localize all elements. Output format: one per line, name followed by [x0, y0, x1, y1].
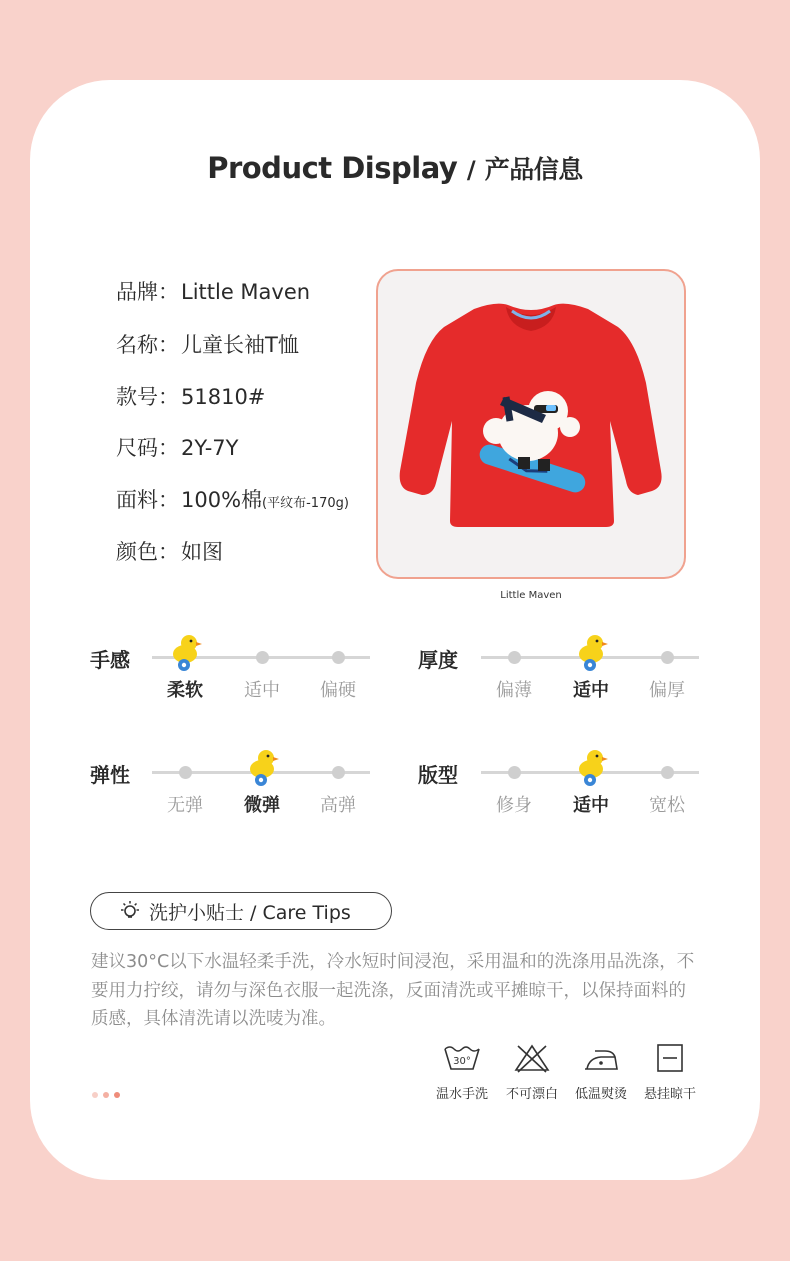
care-label-no-bleach: 不可漂白	[505, 1087, 558, 1102]
scale-option-fit-1: 适中	[573, 795, 609, 816]
scale-option-feel-2: 偏硬	[320, 680, 356, 701]
spec-name-value: 儿童长袖T恤	[181, 333, 299, 357]
no-bleach-icon	[512, 1043, 552, 1073]
spec-color-value: 如图	[181, 540, 223, 564]
spec-size-label: 尺码：	[116, 436, 179, 460]
spec-name	[116, 329, 299, 359]
spec-style-label: 款号：	[116, 385, 179, 409]
duck-marker-icon	[170, 632, 204, 672]
spec-fabric-label: 面料：	[116, 488, 179, 512]
scale-option-fit-0: 修身	[496, 795, 532, 816]
scale-dot	[508, 651, 521, 664]
spec-style-value: 51810#	[181, 385, 266, 409]
scale-option-elasticity-0: 无弹	[167, 795, 203, 816]
scale-dot	[179, 766, 192, 779]
duck-marker-icon	[247, 747, 281, 787]
duck-marker-icon	[576, 747, 610, 787]
spec-brand	[116, 276, 310, 306]
care-tips-pill	[90, 892, 392, 930]
product-photo	[376, 269, 686, 579]
scale-option-thickness-0: 偏薄	[496, 680, 532, 701]
care-tips-text: 建议30°C以下水温轻柔手洗，冷水短时间浸泡，采用温和的洗涤用品洗涤，不要用力拧绞，请勿与深色衣服一起洗涤，反面清洗或平摊晾干，以保持面料的质感，具体清洗请以洗唛为准。	[91, 952, 695, 1029]
scale-option-elasticity-2: 高弹	[320, 795, 356, 816]
spec-size	[116, 432, 238, 462]
scale-dot	[332, 651, 345, 664]
spec-fabric-value: 100%棉	[181, 488, 263, 512]
page-indicator	[92, 1092, 120, 1098]
care-icon-low-iron	[566, 1043, 636, 1102]
title-en: Product Display	[207, 151, 458, 185]
hand-wash-30-icon	[442, 1043, 482, 1073]
page-dot	[92, 1092, 98, 1098]
scale-dot	[256, 651, 269, 664]
page-dot	[114, 1092, 120, 1098]
lightbulb-icon	[119, 900, 141, 922]
scale-option-fit-2: 宽松	[649, 795, 685, 816]
care-label-low-iron: 低温熨烫	[574, 1087, 627, 1102]
scale-feel-label: 手感	[90, 648, 130, 672]
spec-style	[116, 381, 265, 411]
line-dry-icon	[650, 1043, 690, 1073]
care-icon-no-bleach	[497, 1043, 567, 1102]
scale-dot	[661, 651, 674, 664]
scale-option-feel-1: 适中	[244, 680, 280, 701]
care-icon-hand-wash	[427, 1043, 497, 1102]
care-icon-line-dry	[635, 1043, 705, 1102]
low-iron-icon	[581, 1043, 621, 1073]
care-tips-title: 洗护小贴士 / Care Tips	[149, 901, 351, 924]
tshirt-illustration	[378, 271, 684, 577]
scale-dot	[332, 766, 345, 779]
spec-color-label: 颜色：	[116, 540, 179, 564]
scale-option-elasticity-1: 微弹	[244, 795, 280, 816]
care-label-line-dry: 悬挂晾干	[643, 1087, 696, 1102]
photo-caption: Little Maven	[500, 590, 562, 601]
spec-size-value: 2Y-7Y	[181, 436, 239, 460]
scale-option-feel-0: 柔软	[167, 680, 203, 701]
title-cn: 产品信息	[484, 155, 583, 184]
svg-text:30°: 30°	[453, 1056, 471, 1067]
spec-fabric	[116, 484, 349, 514]
spec-fabric-note: (平纹布-170g)	[262, 496, 349, 511]
spec-name-label: 名称：	[116, 333, 179, 357]
scale-thickness-label: 厚度	[418, 648, 458, 672]
scale-fit-label: 版型	[418, 763, 458, 787]
scale-option-thickness-1: 适中	[573, 680, 609, 701]
duck-marker-icon	[576, 632, 610, 672]
care-label-hand-wash: 温水手洗	[435, 1087, 488, 1102]
spec-brand-label: 品牌：	[116, 280, 179, 304]
spec-color	[116, 536, 223, 566]
scale-dot	[508, 766, 521, 779]
spec-brand-value: Little Maven	[181, 280, 311, 304]
scale-option-thickness-2: 偏厚	[649, 680, 685, 701]
page-title	[0, 150, 790, 186]
title-separator: /	[466, 156, 476, 184]
page-dot	[103, 1092, 109, 1098]
scale-elasticity-label: 弹性	[90, 763, 130, 787]
scale-dot	[661, 766, 674, 779]
